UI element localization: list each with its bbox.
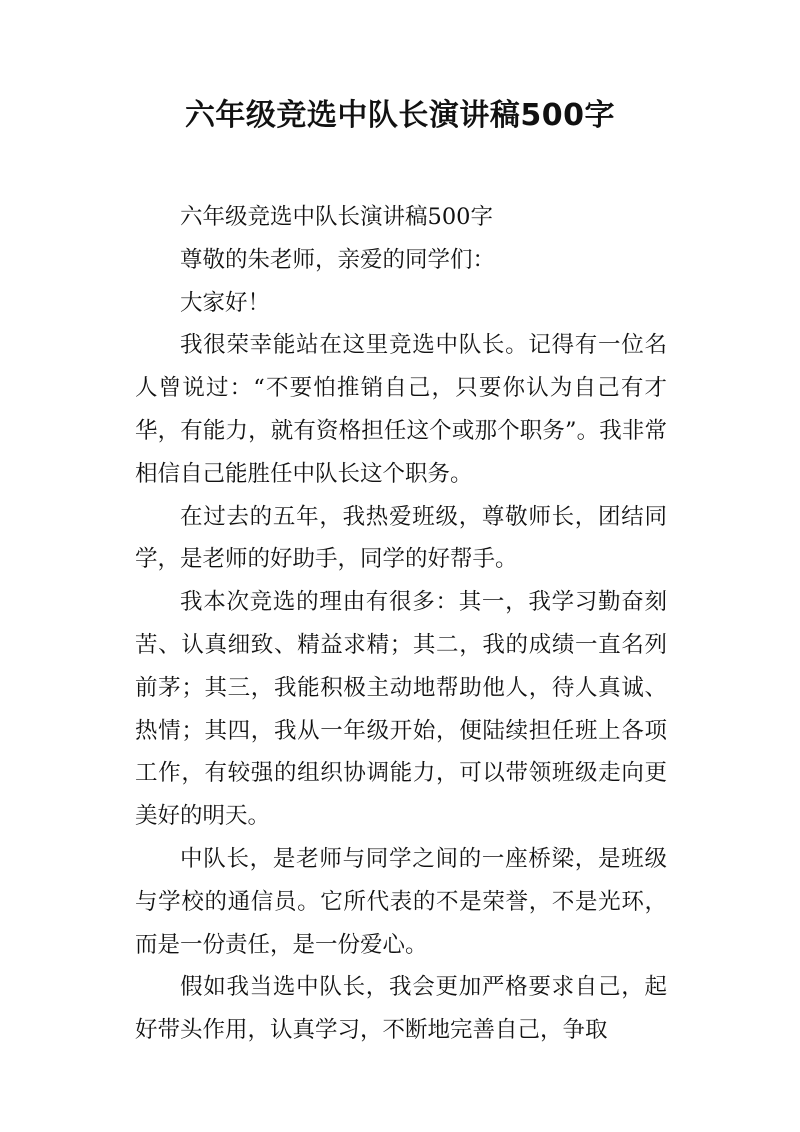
document-title: 六年级竞选中队长演讲稿500字 — [184, 98, 616, 133]
document-body — [135, 196, 667, 1052]
paragraph-role: 中队长，是老师与同学之间的一座桥梁，是班级与学校的通信员。它所代表的不是荣誉，不是光环，而是一份责任，是一份爱心。 — [135, 845, 667, 958]
paragraph-greeting: 大家好！ — [180, 289, 271, 316]
paragraph-reasons: 我本次竞选的理由有很多：其一，我学习勤奋刻苦、认真细致、精益求精；其二，我的成绩一直名列前茅；其三，我能积极主动地帮助他人，待人真诚、热情；其四，我从一年级开始，便陆续担任班上各项工作，有较强的组织协调能力，可以带领班级走向更美好的明天。 — [135, 589, 667, 830]
paragraph-promise: 假如我当选中队长，我会更加严格要求自己，起好带头作用，认真学习，不断地完善自己，争取 — [135, 974, 667, 1044]
paragraph-subtitle: 六年级竞选中队长演讲稿500字 — [180, 204, 493, 230]
paragraph-salutation: 尊敬的朱老师，亲爱的同学们： — [180, 246, 496, 273]
paragraph-past: 在过去的五年，我热爱班级，尊敬师长，团结同学，是老师的好助手，同学的好帮手。 — [135, 503, 667, 573]
paragraph-intro: 我很荣幸能站在这里竞选中队长。记得有一位名人曾说过：“不要怕推销自己，只要你认为自己有才华，有能力，就有资格担任这个或那个职务”。我非常相信自己能胜任中队长这个职务。 — [135, 332, 667, 487]
